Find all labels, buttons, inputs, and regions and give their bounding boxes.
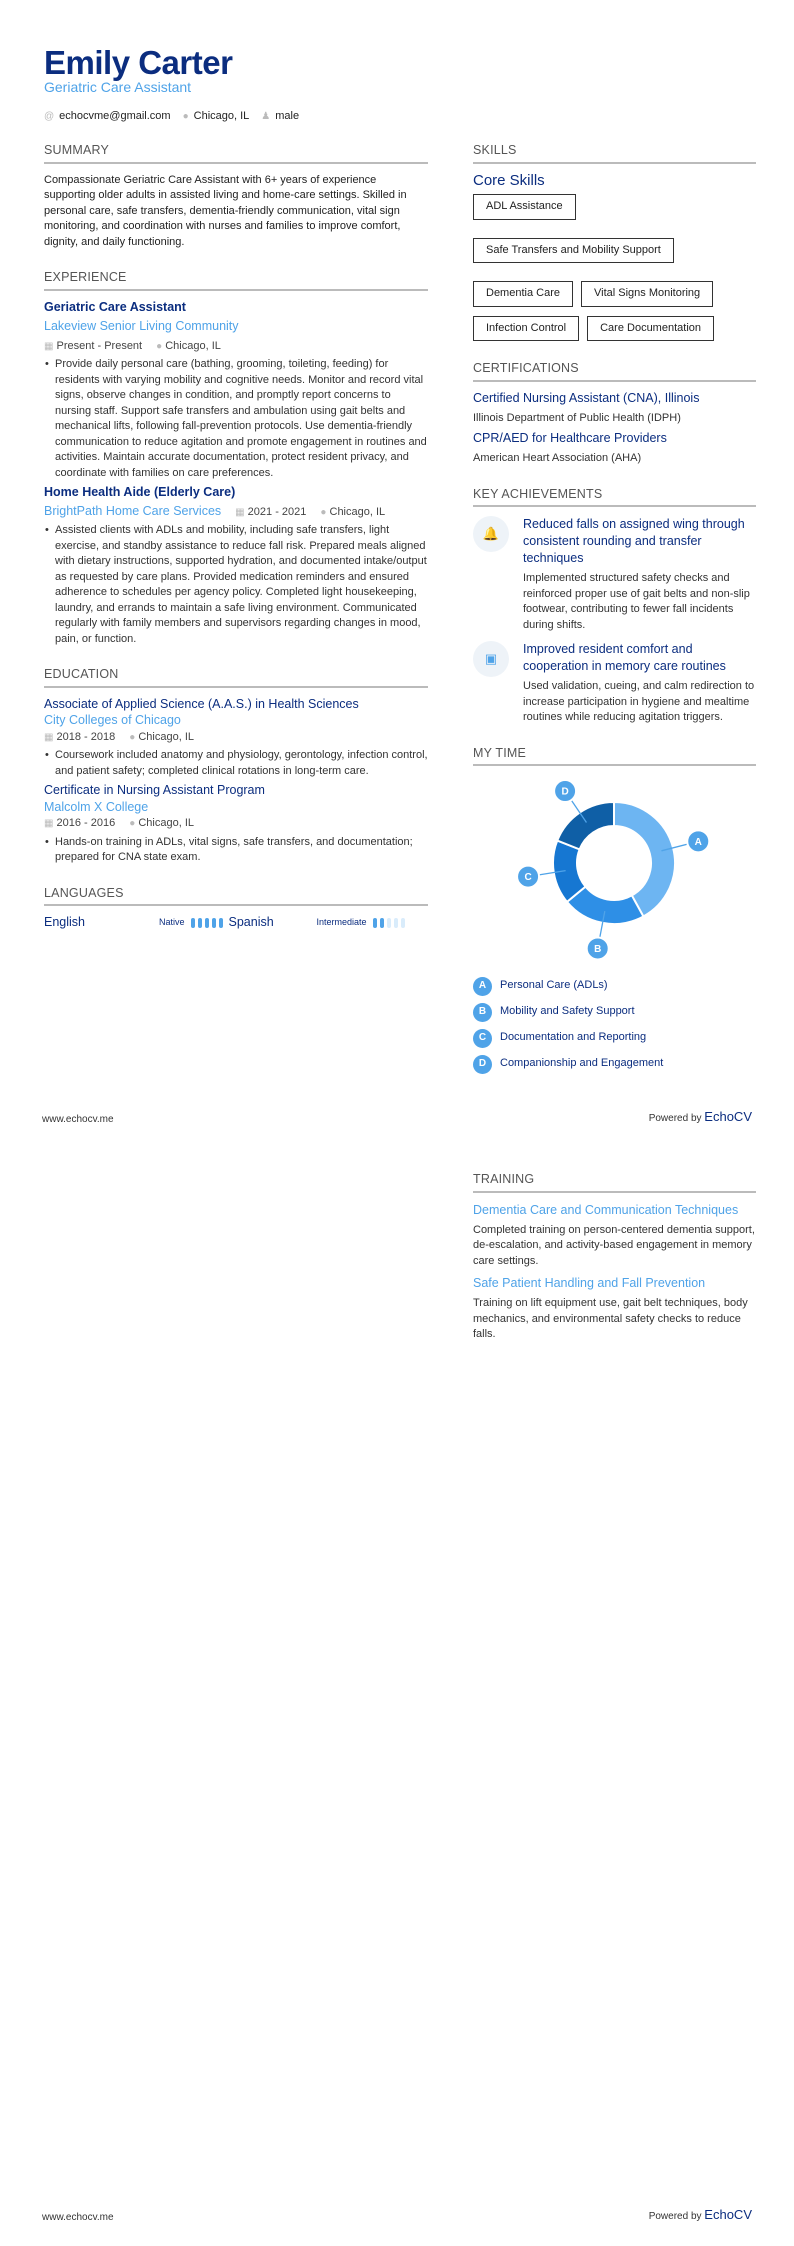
certifications-section: [473, 361, 756, 467]
bell-icon: 🔔: [473, 516, 509, 552]
skill-tag: ADL Assistance: [473, 194, 576, 220]
rating-dot: [198, 918, 202, 928]
legend-label: Documentation and Reporting: [500, 1031, 647, 1044]
person-icon: ♟: [261, 111, 271, 122]
company: Lakeview Senior Living Community: [44, 319, 239, 333]
achievement-item: [473, 641, 756, 726]
footer-powered: [649, 2207, 752, 2225]
language-level: Intermediate: [316, 917, 367, 927]
powered-by-text: Powered by: [648, 2211, 702, 2222]
language-rating: [373, 918, 405, 928]
contact-info: [44, 109, 299, 125]
location-pin-icon: ●: [129, 818, 136, 829]
training-title: Safe Patient Handling and Fall Prevention: [473, 1276, 706, 1290]
at-icon: @: [44, 111, 55, 122]
achievement-desc: Implemented structured safety checks and reinforced proper use of gait belts and non-slip footwear, contributing to fewer fall incidents during shifts.: [523, 572, 750, 631]
legend-label: Mobility and Safety Support: [500, 1005, 635, 1018]
skill-tag: Dementia Care: [473, 281, 573, 307]
location: Chicago, IL: [138, 817, 194, 829]
skills-section: [473, 143, 756, 341]
legend-item: [473, 1003, 756, 1022]
calendar-icon: ▦: [44, 731, 54, 743]
job-title: Home Health Aide (Elderly Care): [44, 485, 236, 499]
location-pin-icon: ●: [182, 111, 189, 122]
legend-badge: B: [473, 1003, 492, 1022]
training-section: [473, 1172, 756, 1343]
calendar-icon: ▦: [235, 506, 245, 518]
school: Malcolm X College: [44, 799, 149, 814]
skill-tag: Care Documentation: [587, 316, 714, 342]
bullet: • Assisted clients with ADLs and mobility, including safe transfers, light exercise, and standby assistance to reduce fall risk. Prepared meals aligned with dietary instructions, supported hydration, and documented intake/output as requested by care plans. Provided medication reminders and ensured adherence to schedules per agency policy. Completed light housekeeping, laundry, and errands to maintain a safe living environment. Communicated regularly with family members and supervisors regarding changes in mood, pain, or function.: [44, 523, 428, 647]
education-section: [44, 667, 428, 866]
right-column: [473, 143, 756, 1094]
calendar-icon: ▦: [44, 340, 54, 352]
my-time-section: [473, 746, 756, 1074]
education-item: [44, 783, 428, 866]
legend-badge: C: [473, 1029, 492, 1048]
achievement-title: Improved resident comfort and cooperation in memory care routines: [523, 642, 726, 673]
section-heading: TRAINING: [473, 1172, 756, 1193]
gender: male: [275, 110, 300, 122]
experience-item: [44, 300, 428, 482]
language-list: [44, 915, 428, 931]
left-column: [44, 143, 428, 951]
location-pin-icon: ●: [320, 506, 327, 518]
training-desc: Completed training on person-centered dementia support, de-escalation, and activity-based engagement in memory care settings.: [473, 1223, 755, 1267]
location-pin-icon: ●: [156, 340, 163, 352]
skill-tag: Vital Signs Monitoring: [581, 281, 713, 307]
cert-title: Certified Nursing Assistant (CNA), Illinois: [473, 390, 700, 405]
chart-legend: [473, 977, 756, 1074]
skill-tags: [473, 194, 756, 341]
calendar-icon: ▦: [44, 818, 54, 829]
rating-dot: [373, 918, 377, 928]
brand-logo: EchoCV: [704, 1109, 752, 1124]
location-pin-icon: ●: [129, 731, 136, 743]
bullet: • Provide daily personal care (bathing, grooming, toileting, feeding) for residents with varying mobility and cognitive needs. Monitor and record vital signs, observe changes in condition, and promptly report concerns to nursing staff. Support safe transfers and ambulation using gait belts and mechanical lifts, following fall-prevention protocols. Use dementia-friendly communication to reduce agitation and promote engagement in routines and activities. Maintain accurate documentation, protect resident privacy, and coordinate with families on care preferences.: [44, 357, 428, 481]
slice-label: A: [694, 836, 702, 848]
legend-item: [473, 1055, 756, 1074]
legend-label: Companionship and Engagement: [500, 1057, 664, 1070]
skill-tag: Infection Control: [473, 316, 579, 342]
legend-badge: D: [473, 1055, 492, 1074]
language-level: Native: [159, 917, 185, 927]
candidate-title: Geriatric Care Assistant: [44, 79, 192, 95]
section-heading: CERTIFICATIONS: [473, 361, 756, 382]
section-heading: SUMMARY: [44, 143, 428, 164]
candidate-name: Emily Carter: [44, 44, 233, 81]
rating-dot: [212, 918, 216, 928]
summary-text: Compassionate Geriatric Care Assistant with 6+ years of experience supporting older adults in assisted living and home-care settings. Skilled in personal care, safe transfers, dementia-friendly communication, vital sign monitoring, and coordination with nurses and families to improve comfort, dignity, and daily functioning.: [44, 173, 407, 248]
location: Chicago, IL: [329, 505, 386, 518]
section-heading: KEY ACHIEVEMENTS: [473, 487, 756, 508]
rating-dot: [401, 918, 405, 928]
email[interactable]: echocvme@gmail.com: [59, 110, 171, 122]
location: Chicago, IL: [138, 730, 194, 743]
skill-group-title: Core Skills: [473, 171, 545, 189]
dates: 2018 - 2018: [56, 730, 116, 743]
rating-dot: [394, 918, 398, 928]
legend-item: [473, 1029, 756, 1048]
rating-dot: [387, 918, 391, 928]
slice-label: C: [524, 872, 532, 884]
rating-dot: [380, 918, 384, 928]
dates: 2021 - 2021: [247, 505, 307, 518]
brand-logo: EchoCV: [704, 2207, 752, 2222]
section-heading: LANGUAGES: [44, 886, 428, 907]
location: Chicago, IL: [165, 339, 221, 352]
language-name: English: [44, 915, 85, 929]
rating-dot: [205, 918, 209, 928]
rating-dot: [191, 918, 195, 928]
experience-item: [44, 485, 428, 647]
job-title: Geriatric Care Assistant: [44, 299, 186, 314]
degree: Certificate in Nursing Assistant Program: [44, 783, 265, 797]
section-heading: MY TIME: [473, 746, 756, 767]
legend-item: [473, 977, 756, 996]
footer-site[interactable]: www.echocv.me: [42, 2212, 114, 2223]
achievement-item: [473, 516, 756, 633]
legend-label: Personal Care (ADLs): [500, 979, 608, 992]
summary-section: [44, 143, 428, 250]
section-heading: SKILLS: [473, 143, 756, 164]
language-rating: [191, 918, 223, 928]
section-heading: EDUCATION: [44, 667, 428, 688]
time-donut-chart: [473, 775, 756, 965]
cert-title: CPR/AED for Healthcare Providers: [473, 430, 667, 445]
achievement-desc: Used validation, cueing, and calm redirection to increase participation in hygiene and mealtime routines while reducing agitation triggers.: [523, 680, 755, 723]
experience-section: [44, 270, 428, 647]
education-item: [44, 697, 428, 780]
bullet: • Hands-on training in ADLs, vital signs, safe transfers, and documentation; prepared for CNA state exam.: [44, 835, 428, 866]
rating-dot: [219, 918, 223, 928]
school: City Colleges of Chicago: [44, 713, 181, 727]
dates: 2016 - 2016: [56, 817, 116, 829]
location: Chicago, IL: [193, 110, 250, 122]
section-heading: EXPERIENCE: [44, 270, 428, 291]
powered-by-text: Powered by: [648, 1113, 702, 1124]
achievements-section: [473, 487, 756, 726]
slice-label: D: [561, 786, 569, 798]
cert-org: American Heart Association (AHA): [473, 452, 642, 464]
legend-badge: A: [473, 977, 492, 996]
slice-label: B: [594, 943, 602, 955]
monitor-icon: ▣: [473, 641, 509, 677]
training-title: Dementia Care and Communication Techniques: [473, 1202, 739, 1217]
dates: Present - Present: [56, 339, 143, 352]
bullet: • Coursework included anatomy and physiology, gerontology, infection control, and patient safety; completed clinical rotations in long-term care.: [44, 748, 428, 779]
achievement-title: Reduced falls on assigned wing through consistent rounding and transfer techniques: [523, 517, 745, 565]
skill-tag: Safe Transfers and Mobility Support: [473, 238, 674, 264]
donut-slice-D: [557, 802, 614, 849]
company: BrightPath Home Care Services: [44, 503, 222, 518]
degree: Associate of Applied Science (A.A.S.) in Health Sciences: [44, 696, 359, 711]
training-desc: Training on lift equipment use, gait belt techniques, body mechanics, and environmental safety checks to reduce falls.: [473, 1297, 748, 1340]
footer-site[interactable]: www.echocv.me: [42, 1114, 114, 1125]
language-name: Spanish: [228, 915, 274, 929]
cert-org: Illinois Department of Public Health (IDPH): [473, 412, 681, 424]
footer-powered: [649, 1109, 752, 1127]
languages-section: [44, 886, 428, 931]
